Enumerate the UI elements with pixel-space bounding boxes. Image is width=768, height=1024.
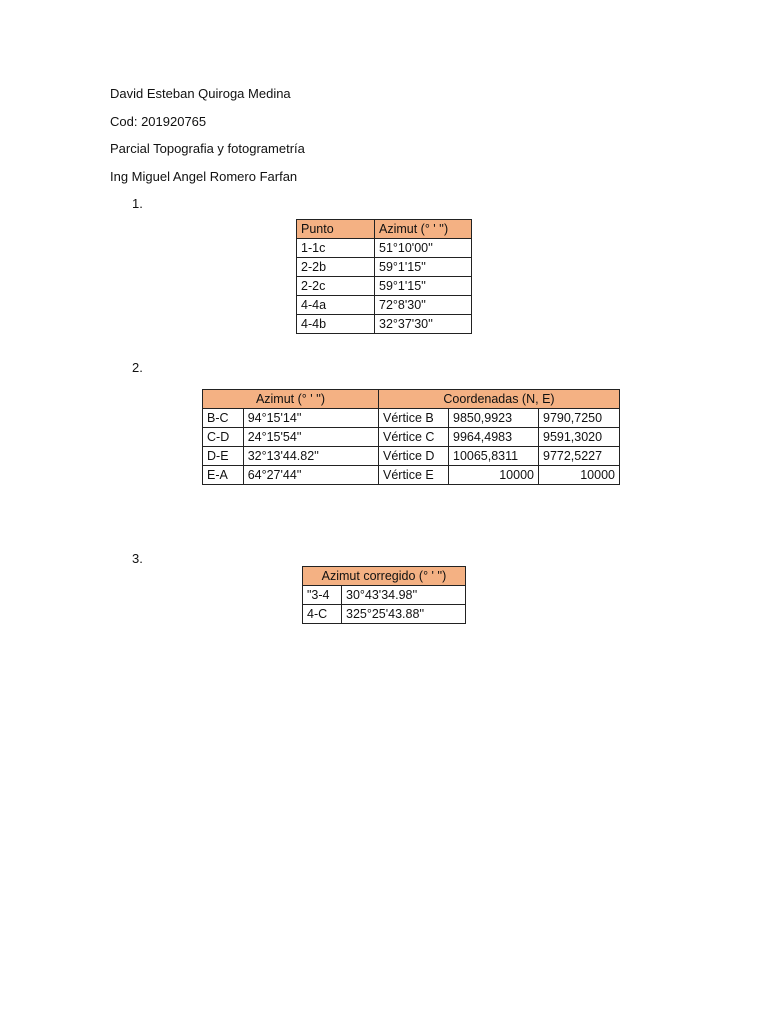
azimut-cell: 32°37'30'' (375, 315, 472, 334)
vertex-cell: Vértice E (379, 466, 449, 485)
punto-cell: 1-1c (297, 239, 375, 258)
azimut-cell: 51°10'00'' (375, 239, 472, 258)
course-title: Parcial Topografia y fotogrametría (110, 141, 305, 156)
east-cell: 9591,3020 (539, 428, 620, 447)
east-cell: 10000 (539, 466, 620, 485)
header-azimut: Azimut (° ' '') (375, 220, 472, 239)
east-cell: 9772,5227 (539, 447, 620, 466)
azimut-cell: 72°8'30'' (375, 296, 472, 315)
table-row (303, 605, 466, 624)
punto-cell: 2-2b (297, 258, 375, 277)
corrected-azimut-table (302, 566, 466, 624)
segment-cell: 4-C (303, 605, 342, 624)
coordinates-table (202, 389, 620, 485)
azimut-cell: 325°25'43.88'' (342, 605, 466, 624)
punto-cell: 4-4b (297, 315, 375, 334)
table-row (203, 409, 620, 428)
north-cell: 10065,8311 (449, 447, 539, 466)
header-coordenadas: Coordenadas (N, E) (379, 390, 620, 409)
header-azimut: Azimut (° ' '') (203, 390, 379, 409)
segment-cell: C-D (203, 428, 244, 447)
segment-cell: B-C (203, 409, 244, 428)
azimut-cell: 94°15'14'' (243, 409, 378, 428)
segment-cell: "3-4 (303, 586, 342, 605)
vertex-cell: Vértice B (379, 409, 449, 428)
table-header-row (303, 567, 466, 586)
author-name: David Esteban Quiroga Medina (110, 86, 291, 101)
punto-cell: 2-2c (297, 277, 375, 296)
table-row (297, 315, 472, 334)
azimut-cell: 64°27'44'' (243, 466, 378, 485)
azimut-cell: 32°13'44.82'' (243, 447, 378, 466)
table-row (303, 586, 466, 605)
azimut-cell: 59°1'15'' (375, 258, 472, 277)
east-cell: 9790,7250 (539, 409, 620, 428)
table-row (297, 296, 472, 315)
punto-cell: 4-4a (297, 296, 375, 315)
azimut-cell: 59°1'15'' (375, 277, 472, 296)
table-row (297, 258, 472, 277)
azimut-cell: 30°43'34.98'' (342, 586, 466, 605)
table-row (203, 466, 620, 485)
vertex-cell: Vértice C (379, 428, 449, 447)
table-row (203, 447, 620, 466)
segment-cell: D-E (203, 447, 244, 466)
table-header-row (203, 390, 620, 409)
student-code: Cod: 201920765 (110, 114, 207, 129)
table-row (297, 277, 472, 296)
vertex-cell: Vértice D (379, 447, 449, 466)
section-1-number: 1. (132, 196, 143, 211)
section-3-number: 3. (132, 551, 143, 566)
north-cell: 9850,9923 (449, 409, 539, 428)
table-row (297, 239, 472, 258)
azimut-cell: 24°15'54'' (243, 428, 378, 447)
segment-cell: E-A (203, 466, 244, 485)
table-header-row (297, 220, 472, 239)
professor-name: Ing Miguel Angel Romero Farfan (110, 169, 298, 184)
north-cell: 10000 (449, 466, 539, 485)
azimut-table-1 (296, 219, 472, 334)
north-cell: 9964,4983 (449, 428, 539, 447)
header-azimut-corregido: Azimut corregido (° ' '') (303, 567, 466, 586)
section-2-number: 2. (132, 360, 143, 375)
table-row (203, 428, 620, 447)
header-punto: Punto (297, 220, 375, 239)
